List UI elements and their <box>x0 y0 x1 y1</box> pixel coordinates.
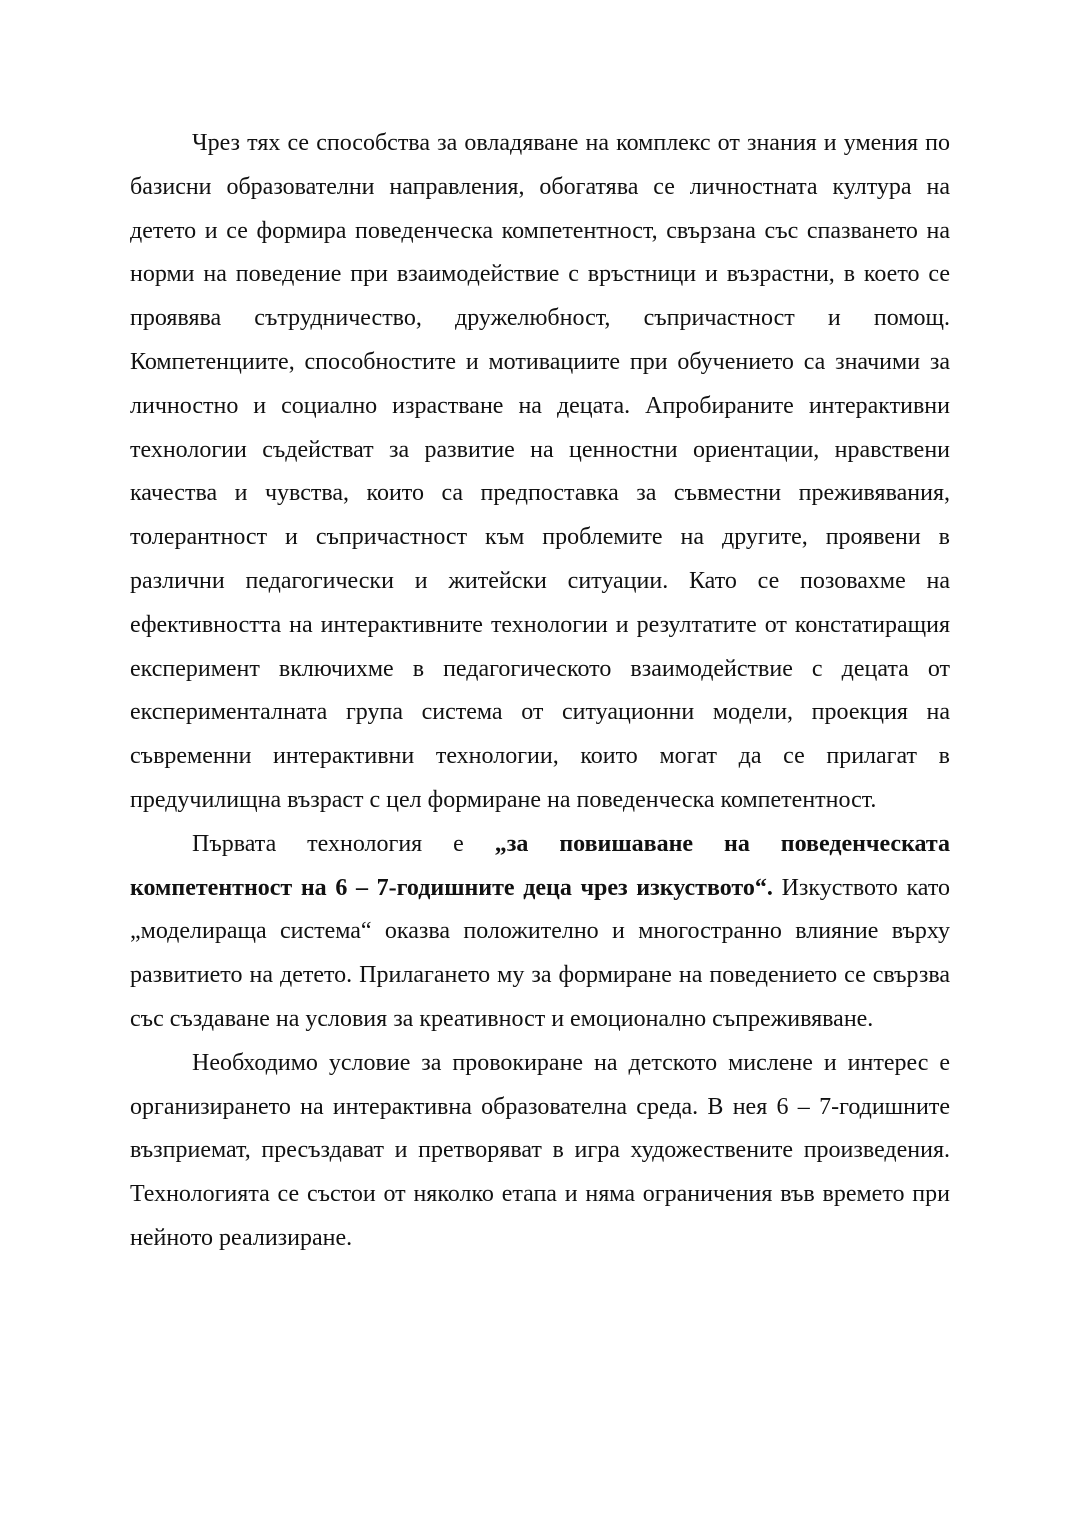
body-text <box>130 122 950 1261</box>
paragraph-2 <box>130 823 950 1042</box>
paragraph-1: Чрез тях се способства за овладяване на комплекс от знания и умения по базисни образователни направления, обогатява се личностната култура на детето и се формира поведенческа компетентност, свързана със спазването на норми на поведение при взаимодействие с връстници и възрастни, в което се проявява сътрудничество, дружелюбност, съпричастност и помощ. Компетенциите, способностите и мотивациите при обучението са значими за личностно и социално израстване на децата. Апробираните интерактивни технологии съдействат за развитие на ценностни ориентации, нравствени качества и чувства, които са предпоставка за съвместни преживявания, толерантност и съпричастност към проблемите на другите, проявени в различни педагогически и житейски ситуации. Като се позовахме на ефективността на интерактивните технологии и резултатите от констатиращия експеримент включихме в педагогическото взаимодействие с децата от експерименталната група система от ситуационни модели, проекция на съвременни интерактивни технологии, които могат да се прилагат в предучилищна възраст с цел формиране на поведенческа компетентност. <box>130 130 950 813</box>
paragraph-3: Необходимо условие за провокиране на детското мислене и интерес е организирането на интерактивна образователна среда. В нея 6 – 7-годишните възприемат, пресъздават и претворяват в игра художествените произведения. Технологията се състои от няколко етапа и няма ограничения във времето при нейното реализиране. <box>130 1049 950 1251</box>
paragraph-2-rest: Изкуството като „моделираща система“ оказва положително и многостранно влияние върху развитието на детето. Прилагането му за формиране на поведението се свързва със създаване на условия за креативност и емоционално съпреживяване. <box>130 874 951 1032</box>
paragraph-2-intro: Първата технология е <box>192 830 495 857</box>
technology-title-bold: „за повишаване на поведенческата компетентност на 6 – 7-годишните деца чрез изкуството“. <box>130 830 950 901</box>
